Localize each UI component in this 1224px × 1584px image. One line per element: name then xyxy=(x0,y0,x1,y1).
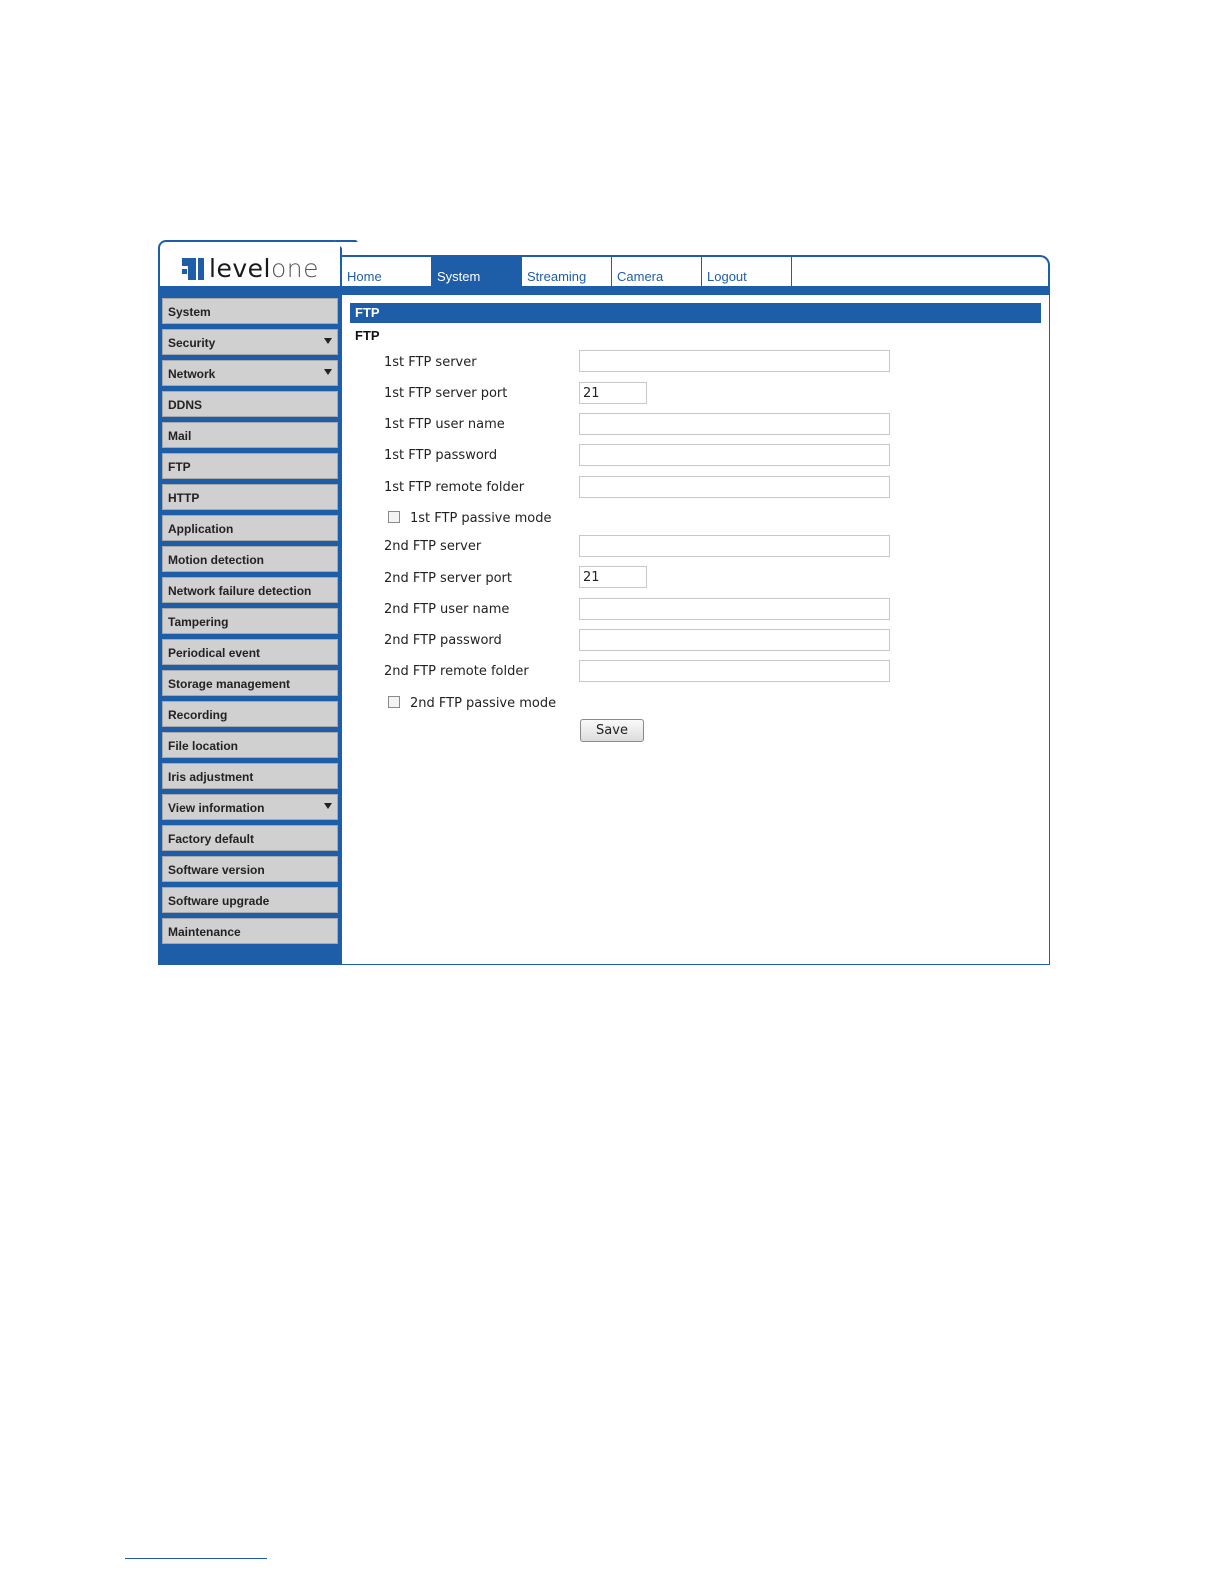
ftp2-passive-checkbox[interactable] xyxy=(388,696,400,708)
sidebar-item-software-upgrade[interactable]: Software upgrade xyxy=(162,887,338,913)
sidebar-item-motion-detection[interactable]: Motion detection xyxy=(162,546,338,572)
ftp2-password-input[interactable] xyxy=(579,629,890,651)
ftp1-port-input[interactable] xyxy=(579,382,647,404)
sidebar-item-storage-management[interactable]: Storage management xyxy=(162,670,338,696)
ftp2-folder-input[interactable] xyxy=(579,660,890,682)
ftp1-server-input[interactable] xyxy=(579,350,890,372)
footer-divider xyxy=(125,1558,267,1559)
chevron-down-icon xyxy=(324,338,332,344)
sidebar-item-network[interactable]: Network xyxy=(162,360,338,386)
sidebar-item-software-version[interactable]: Software version xyxy=(162,856,338,882)
chevron-down-icon xyxy=(324,369,332,375)
save-button[interactable]: Save xyxy=(580,719,644,742)
ftp2-server-input[interactable] xyxy=(579,535,890,557)
ftp2-passive-label: 2nd FTP passive mode xyxy=(410,696,557,711)
sidebar-item-ftp[interactable]: FTP xyxy=(162,453,338,479)
ftp1-user-input[interactable] xyxy=(579,413,890,435)
ftp2-server-label: 2nd FTP server xyxy=(384,539,482,554)
ftp2-user-input[interactable] xyxy=(579,598,890,620)
levelone-logo xyxy=(182,254,319,283)
sidebar-item-network-failure-detection[interactable]: Network failure detection xyxy=(162,577,338,603)
nav-divider-bar xyxy=(158,286,1050,295)
main-panel xyxy=(342,295,1050,965)
sidebar-item-ddns[interactable]: DDNS xyxy=(162,391,338,417)
sidebar-item-system[interactable]: System xyxy=(162,298,338,324)
sidebar-item-recording[interactable]: Recording xyxy=(162,701,338,727)
sidebar-item-file-location[interactable]: File location xyxy=(162,732,338,758)
sidebar-item-iris-adjustment[interactable]: Iris adjustment xyxy=(162,763,338,789)
sidebar-item-maintenance[interactable]: Maintenance xyxy=(162,918,338,944)
ftp1-port-label: 1st FTP server port xyxy=(384,386,508,401)
ftp2-port-input[interactable] xyxy=(579,566,647,588)
ftp2-folder-label: 2nd FTP remote folder xyxy=(384,664,529,679)
tab-system[interactable]: System xyxy=(431,257,522,290)
ftp1-server-label: 1st FTP server xyxy=(384,355,477,370)
logo-area xyxy=(158,240,342,292)
ftp1-passive-label: 1st FTP passive mode xyxy=(410,511,552,526)
sidebar-item-http[interactable]: HTTP xyxy=(162,484,338,510)
ftp2-port-label: 2nd FTP server port xyxy=(384,571,512,586)
section-title: FTP xyxy=(355,328,380,343)
tab-camera[interactable]: Camera xyxy=(611,257,702,290)
tab-home[interactable]: Home xyxy=(341,257,432,290)
sidebar xyxy=(158,295,342,965)
ftp1-password-label: 1st FTP password xyxy=(384,448,498,463)
sidebar-item-application[interactable]: Application xyxy=(162,515,338,541)
sidebar-item-view-information[interactable]: View information xyxy=(162,794,338,820)
chevron-down-icon xyxy=(324,803,332,809)
ftp1-folder-label: 1st FTP remote folder xyxy=(384,480,525,495)
ftp1-folder-input[interactable] xyxy=(579,476,890,498)
sidebar-item-mail[interactable]: Mail xyxy=(162,422,338,448)
levelone-logo-icon xyxy=(182,258,204,280)
ftp2-password-label: 2nd FTP password xyxy=(384,633,502,648)
tab-logout[interactable]: Logout xyxy=(701,257,792,290)
sidebar-item-security[interactable]: Security xyxy=(162,329,338,355)
logo-text: levelone xyxy=(209,254,319,283)
sidebar-item-factory-default[interactable]: Factory default xyxy=(162,825,338,851)
sidebar-item-tampering[interactable]: Tampering xyxy=(162,608,338,634)
ftp1-password-input[interactable] xyxy=(579,444,890,466)
ftp1-user-label: 1st FTP user name xyxy=(384,417,505,432)
page-title: FTP xyxy=(350,303,1041,323)
tab-streaming[interactable]: Streaming xyxy=(521,257,612,290)
ftp2-user-label: 2nd FTP user name xyxy=(384,602,510,617)
sidebar-item-periodical-event[interactable]: Periodical event xyxy=(162,639,338,665)
camera-web-app xyxy=(158,240,1050,965)
ftp1-passive-checkbox[interactable] xyxy=(388,511,400,523)
